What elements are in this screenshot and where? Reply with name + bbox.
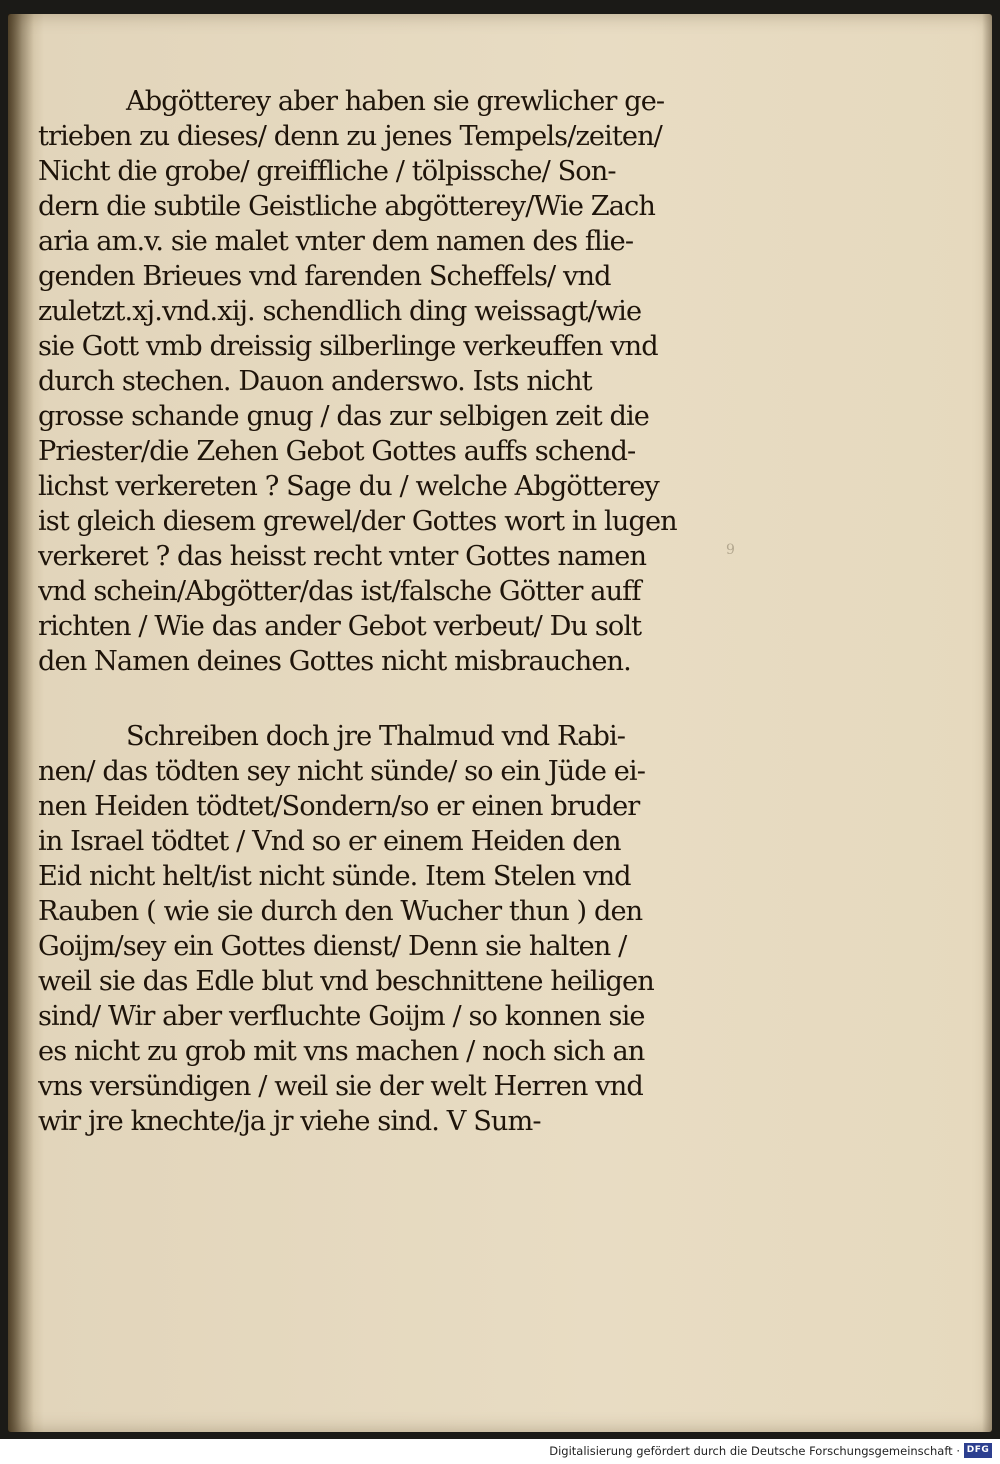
text-line: trieben zu dieses/ denn zu jenes Tempels/zeiten/ bbox=[38, 121, 662, 152]
text-line: aria am.v. sie malet vnter dem namen des flie- bbox=[38, 226, 634, 257]
text-line: Rauben ( wie sie durch den Wucher thun ) den bbox=[38, 896, 643, 927]
text-line: Abgötterey aber haben sie grewlicher ge- bbox=[126, 86, 665, 117]
gutter-shadow bbox=[8, 14, 34, 1432]
funding-credit: Digitalisierung gefördert durch die Deutsche Forschungsgemeinschaft · bbox=[549, 1444, 960, 1458]
text-line: Eid nicht helt/ist nicht sünde. Item Stelen vnd bbox=[38, 861, 631, 892]
text-line: sie Gott vmb dreissig silberlinge verkeuffen vnd bbox=[38, 331, 658, 362]
footer-bar bbox=[0, 1439, 1000, 1464]
margin-mark: 9 bbox=[726, 542, 735, 558]
text-line: es nicht zu grob mit vns machen / noch sich an bbox=[38, 1036, 645, 1067]
text-line: Goijm/sey ein Gottes dienst/ Denn sie halten / bbox=[38, 931, 627, 962]
text-line: Priester/die Zehen Gebot Gottes auffs schend- bbox=[38, 436, 636, 467]
text-line: wir jre knechte/ja jr viehe sind. V Sum- bbox=[38, 1106, 541, 1137]
text-line: ist gleich diesem grewel/der Gottes wort in lugen bbox=[38, 506, 677, 537]
text-line: Schreiben doch jre Thalmud vnd Rabi- bbox=[126, 721, 626, 752]
book-page bbox=[8, 14, 992, 1432]
text-line: zuletzt.xj.vnd.xij. schendlich ding weissagt/wie bbox=[38, 296, 642, 327]
text-line: durch stechen. Dauon anderswo. Ists nicht bbox=[38, 366, 592, 397]
text-line: den Namen deines Gottes nicht misbrauchen. bbox=[38, 646, 631, 677]
text-line: richten / Wie das ander Gebot verbeut/ Du solt bbox=[38, 611, 642, 642]
text-line: genden Brieues vnd farenden Scheffels/ vnd bbox=[38, 261, 611, 292]
text-block bbox=[38, 84, 713, 1139]
text-line: Nicht die grobe/ greiffliche / tölpissche/ Son- bbox=[38, 156, 616, 187]
paragraph-gap bbox=[38, 679, 713, 719]
paragraph-2 bbox=[38, 719, 713, 1139]
text-line: verkeret ? das heisst recht vnter Gottes namen bbox=[38, 541, 647, 572]
text-line: nen/ das tödten sey nicht sünde/ so ein Jüde ei- bbox=[38, 756, 646, 787]
dfg-logo: DFG bbox=[964, 1443, 992, 1458]
paragraph-1 bbox=[38, 84, 713, 679]
text-line: weil sie das Edle blut vnd beschnittene heiligen bbox=[38, 966, 654, 997]
text-line: in Israel tödtet / Vnd so er einem Heiden den bbox=[38, 826, 621, 857]
text-line: vns versündigen / weil sie der welt Herren vnd bbox=[38, 1071, 643, 1102]
text-line: nen Heiden tödtet/Sondern/so er einen bruder bbox=[38, 791, 640, 822]
text-line: dern die subtile Geistliche abgötterey/Wie Zach bbox=[38, 191, 655, 222]
text-line: lichst verkereten ? Sage du / welche Abgötterey bbox=[38, 471, 659, 502]
page-edge bbox=[982, 14, 992, 1432]
text-line: sind/ Wir aber verfluchte Goijm / so konnen sie bbox=[38, 1001, 645, 1032]
text-line: vnd schein/Abgötter/das ist/falsche Götter auff bbox=[38, 576, 641, 607]
text-line: grosse schande gnug / das zur selbigen zeit die bbox=[38, 401, 649, 432]
